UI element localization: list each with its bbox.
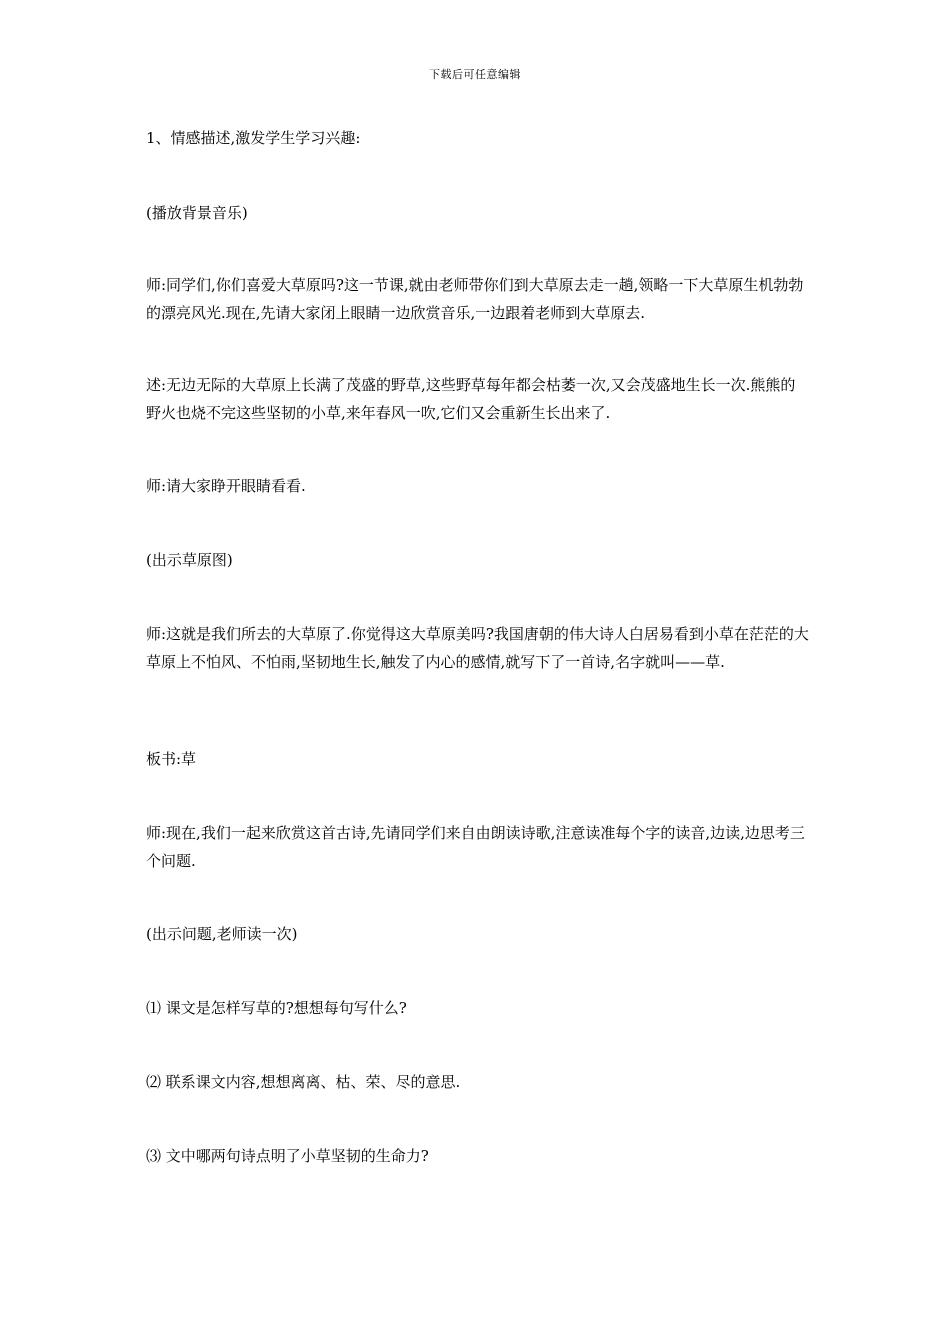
paragraph-8: 板书:草 [146, 750, 197, 768]
paragraph-6: (出示草原图) [146, 551, 233, 569]
header-note: 下载后可任意编辑 [429, 68, 521, 81]
paragraph-3: 师:同学们,你们喜爱大草原吗?这一节课,就由老师带你们到大草原去走一趟,领略一下大草原生机勃勃的漂亮风光.现在,先请大家闭上眼睛一边欣赏音乐,一边跟着老师到大草原去. [146, 276, 804, 322]
paragraph-9: 师:现在,我们一起来欣赏这首古诗,先请同学们来自由朗读诗歌,注意读准每个字的读音,边读,边思考三个问题. [146, 824, 805, 870]
question-3: ⑶ 文中哪两句诗点明了小草坚韧的生命力? [146, 1147, 429, 1165]
paragraph-7: 师:这就是我们所去的大草原了.你觉得这大草原美吗?我国唐朝的伟大诗人白居易看到小草在茫茫的大草原上不怕风、不怕雨,坚韧地生长,触发了内心的感情,就写下了一首诗,名字就叫——草. [146, 625, 809, 671]
paragraph-2: (播放背景音乐) [146, 204, 248, 222]
paragraph-1: 1、情感描述,激发学生学习兴趣: [146, 129, 361, 147]
paragraph-4: 述:无边无际的大草原上长满了茂盛的野草,这些野草每年都会枯萎一次,又会茂盛地生长一次.熊熊的野火也烧不完这些坚韧的小草,来年春风一吹,它们又会重新生长出来了. [146, 376, 796, 422]
paragraph-10: (出示问题,老师读一次) [146, 925, 298, 943]
question-1: ⑴ 课文是怎样写草的?想想每句写什么? [146, 999, 407, 1017]
question-2: ⑵ 联系课文内容,想想离离、枯、荣、尽的意思. [146, 1073, 461, 1091]
paragraph-5: 师:请大家睁开眼睛看看. [146, 477, 306, 495]
